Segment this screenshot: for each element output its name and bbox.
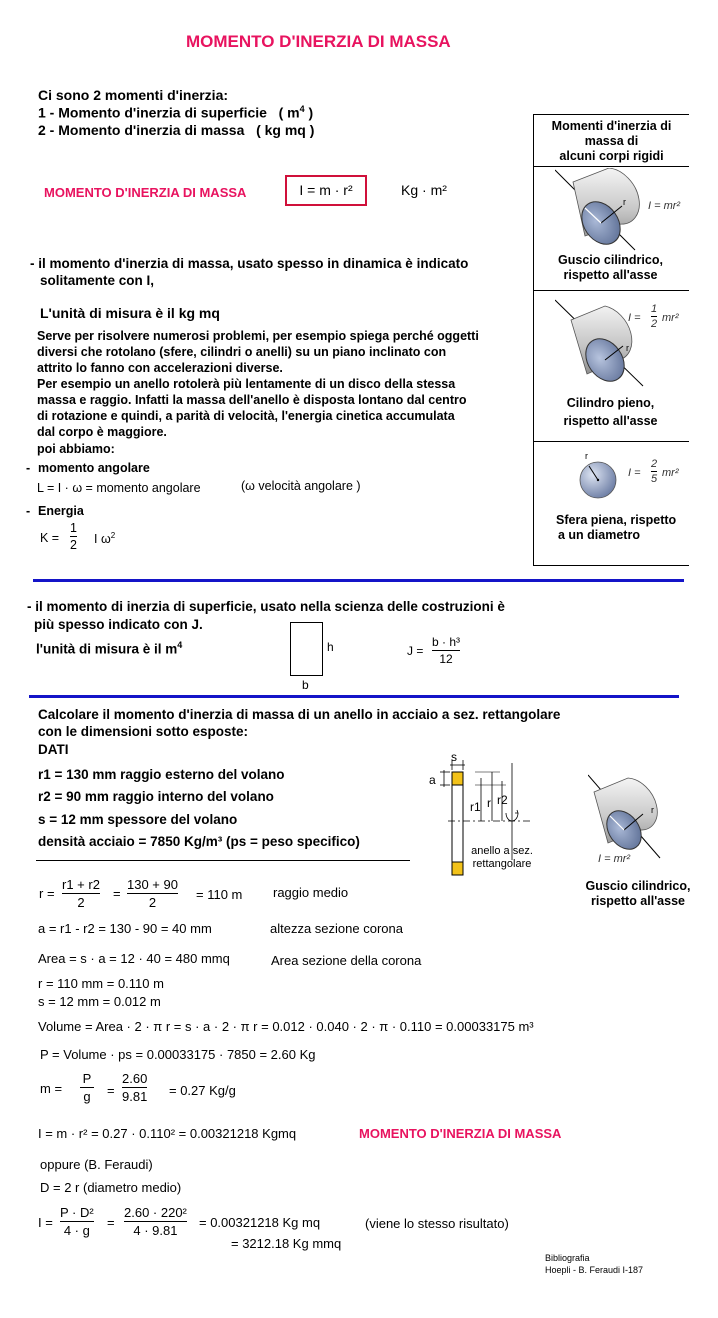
panel-header: Momenti d'inerzia di massa di alcuni corpi rigidi <box>551 119 672 163</box>
desc-line-2: solitamente con I, <box>40 273 155 288</box>
j-fraction: b · h³ 12 <box>432 635 461 666</box>
sphere-r-label: r <box>585 451 588 461</box>
calc-m-pre: m = <box>40 1081 63 1096</box>
calc-a-note: altezza sezione corona <box>270 921 403 936</box>
calc-i2-result: = 0.00321218 Kg mq <box>199 1215 321 1230</box>
desc-p-4: Per esempio un anello rotolerà più lentamente di un disco della stessa <box>37 377 456 391</box>
calc-i2-fraction-2: 2.60 · 220² 4 · 9.81 <box>124 1205 187 1238</box>
ang-formula: L = I · ω = momento angolare <box>37 481 201 495</box>
energy-label: Energia <box>38 504 84 518</box>
calc-conv-r: r = 110 mm = 0.110 m <box>38 976 164 991</box>
calc-r-pre: r = <box>39 886 55 901</box>
desc-line-1: - il momento d'inerzia di massa, usato spesso in dinamica è indicato <box>30 256 469 271</box>
cyl-r-label: r <box>626 343 629 353</box>
desc-p-6: di rotazione e quindi, a parità di velocità, l'energia cinetica accumulata <box>37 409 455 423</box>
calc-i2-result-2: = 3212.18 Kg mmq <box>231 1236 342 1251</box>
page-title: MOMENTO D'INERZIA DI MASSA <box>186 32 451 51</box>
problem-line-2: con le dimensioni sotto esposte: <box>38 724 249 739</box>
surface-line-1: - il momento di inerzia di superficie, usato nella scienza delle costruzioni è <box>27 599 505 614</box>
calc-volume: Volume = Area · 2 · π r = s · a · 2 · π r = 0.012 · 0.040 · 2 · π · 0.110 = 0.00033175 m³ <box>38 1019 534 1034</box>
shell2-caption: Guscio cilindrico, rispetto all'asse <box>585 879 691 908</box>
solid-cylinder-icon <box>555 298 660 388</box>
desc-p-7: dal corpo è maggiore. <box>37 425 167 439</box>
calc-weight: P = Volume · ps = 0.00033175 · 7850 = 2.60 Kg <box>40 1047 316 1062</box>
unit-line: L'unità di misura è il kg mq <box>40 305 220 321</box>
data-s: s = 12 mm spessore del volano <box>38 812 238 827</box>
shell2-formula: I = mr² <box>598 853 631 865</box>
formula-unit: Kg · m² <box>401 182 447 198</box>
desc-p-8: poi abbiamo: <box>37 442 115 456</box>
intro-line-1: Ci sono 2 momenti d'inerzia: <box>38 87 229 103</box>
energy-k: K = <box>40 531 60 545</box>
energy-tail: I $\omega^2$ <box>94 531 116 547</box>
sphere-formula-fraction: 2 5 <box>651 458 658 485</box>
divider <box>29 695 679 698</box>
sketch-r2-label: r2 <box>497 793 508 807</box>
energy-fraction: 1 2 <box>70 521 77 552</box>
section-rectangle <box>290 622 323 676</box>
calc-a-line: a = r1 - r2 = 130 - 90 = 40 mm <box>38 921 212 936</box>
calc-i2-eq: = <box>107 1215 115 1230</box>
cyl-formula-post: mr² <box>662 312 679 324</box>
data-r2: r2 = 90 mm raggio interno del volano <box>38 789 274 804</box>
shell-r-label: r <box>623 197 626 207</box>
calc-area-line: Area = s · a = 12 · 40 = 480 mmq <box>38 951 230 966</box>
calc-conv-s: s = 12 mm = 0.012 m <box>38 994 161 1009</box>
ang-note: (ω velocità angolare ) <box>241 479 361 493</box>
desc-p-2: diversi che rotolano (sfere, cilindri o anelli) su un piano inclinato con <box>37 345 447 359</box>
calc-m-eq: = <box>107 1083 115 1098</box>
section-underline <box>36 860 410 861</box>
surface-line-2: più spesso indicato con J. <box>34 617 203 632</box>
intro-line-3: 2 - Momento d'inerzia di massa ( kg mq ) <box>38 122 315 138</box>
calc-i-label: MOMENTO D'INERZIA DI MASSA <box>359 1126 562 1141</box>
shell-caption: Guscio cilindrico, rispetto all'asse <box>558 253 663 282</box>
calc-m-result: = 0.27 Kg/g <box>169 1083 236 1098</box>
cylindrical-shell-icon <box>588 770 668 860</box>
sketch-r1-label: r1 <box>470 800 481 814</box>
desc-p-3: attrito lo fanno con accelerazioni diverse. <box>37 361 283 375</box>
sketch-r-label: r <box>487 796 491 810</box>
calc-m-fraction-2: 2.60 9.81 <box>122 1071 148 1104</box>
calc-r-note: raggio medio <box>273 885 349 900</box>
sphere-formula-pre: I = <box>628 467 641 479</box>
calc-i-line: I = m · r² = 0.27 · 0.110² = 0.00321218 Kgmq <box>38 1126 297 1141</box>
formula-box: I = m · r² <box>285 175 367 206</box>
sketch-a-label: a <box>429 773 436 787</box>
calc-i2-fraction-1: P · D² 4 · g <box>60 1205 94 1238</box>
calc-m-fraction-1: P g <box>80 1071 94 1104</box>
intro-line-2: 1 - Momento d'inerzia di superficie ( $m^4$ ) <box>38 104 314 121</box>
data-r1: r1 = 130 mm raggio esterno del volano <box>38 767 285 782</box>
desc-p-1: Serve per risolvere numerosi problemi, per esempio spiega perché oggetti <box>37 329 479 343</box>
sphere-caption: Sfera piena, rispetto a un diametro <box>556 513 677 542</box>
calc-d-line: D = 2 r (diametro medio) <box>40 1180 182 1195</box>
calc-oppure: oppure (B. Feraudi) <box>40 1157 153 1172</box>
cyl-formula-fraction: 1 2 <box>651 303 658 330</box>
dati-heading: DATI <box>38 742 69 757</box>
calc-i2-pre: I = <box>38 1215 53 1230</box>
sphere-formula-post: mr² <box>662 467 679 479</box>
cyl-formula-pre: I = <box>628 312 641 324</box>
formula-label: MOMENTO D'INERZIA DI MASSA <box>44 185 247 200</box>
rect-h-label: h <box>327 640 334 654</box>
surface-unit: l'unità di misura è il $m^4$ <box>36 640 183 657</box>
data-density: densità acciaio = 7850 Kg/m³ (ps = peso specifico) <box>38 834 360 849</box>
bibliography: Bibliografia Hoepli - B. Feraudi I-187 <box>545 1253 644 1276</box>
dash-1: - <box>26 461 31 475</box>
calc-r-eq: = <box>113 886 121 901</box>
j-label: J = <box>407 644 424 658</box>
calc-i2-note: (viene lo stesso risultato) <box>365 1216 509 1231</box>
rect-b-label: b <box>302 678 309 692</box>
dash-2: - <box>26 504 31 518</box>
desc-p-5: massa e raggio. Infatti la massa dell'anello è disposta lontano dal centro <box>37 393 467 407</box>
calc-r-result: = 110 m <box>196 887 243 902</box>
sketch-caption: anello a sez. rettangolare <box>471 845 533 871</box>
calc-area-note: Area sezione della corona <box>271 953 422 968</box>
solid-sphere-icon <box>578 460 618 500</box>
divider <box>33 579 684 582</box>
shell-formula: I = mr² <box>648 200 681 212</box>
calc-r-fraction-2: 130 + 90 2 <box>127 877 178 910</box>
sketch-s-label: s <box>451 750 457 764</box>
cyl-caption: Cilindro pieno, rispetto all'asse <box>563 396 658 428</box>
problem-line-1: Calcolare il momento d'inerzia di massa di un anello in acciaio a sez. rettangolare <box>38 707 561 722</box>
shell2-r-label: r <box>651 805 654 815</box>
ang-label: momento angolare <box>38 461 150 475</box>
calc-r-fraction-1: r1 + r2 2 <box>62 877 100 910</box>
